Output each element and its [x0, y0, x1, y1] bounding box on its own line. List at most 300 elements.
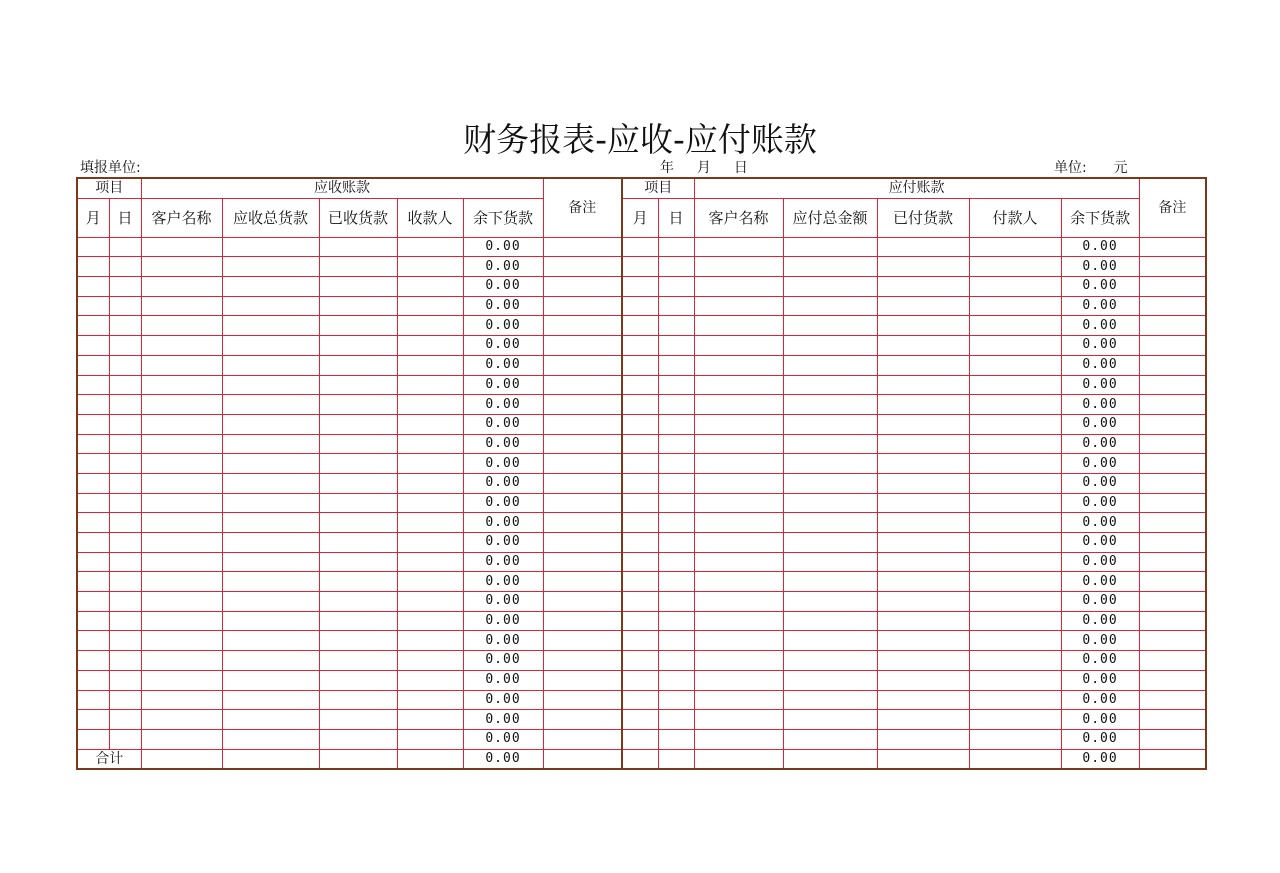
recv-day-cell[interactable]	[109, 592, 141, 612]
pay-customer-cell[interactable]	[694, 592, 783, 612]
recv-collector-cell[interactable]	[397, 513, 463, 533]
pay-payer-cell[interactable]	[969, 434, 1061, 454]
recv-note-cell[interactable]	[543, 296, 622, 316]
pay-payer-cell[interactable]	[969, 277, 1061, 297]
pay-month-cell[interactable]	[622, 513, 658, 533]
pay-remaining-cell[interactable]: 0.00	[1061, 513, 1139, 533]
pay-paid-cell[interactable]	[877, 473, 969, 493]
recv-note-cell[interactable]	[543, 375, 622, 395]
recv-remaining-cell[interactable]: 0.00	[463, 651, 543, 671]
recv-collector-cell[interactable]	[397, 611, 463, 631]
pay-total-cell[interactable]	[783, 572, 877, 592]
recv-month-cell[interactable]	[77, 316, 109, 336]
pay-remaining-cell[interactable]: 0.00	[1061, 611, 1139, 631]
pay-day-cell[interactable]	[658, 473, 694, 493]
recv-total-cell[interactable]	[222, 336, 319, 356]
recv-total-total-cell[interactable]	[222, 749, 319, 769]
pay-remaining-cell[interactable]: 0.00	[1061, 336, 1139, 356]
pay-total-cell[interactable]	[783, 533, 877, 553]
pay-month-cell[interactable]	[622, 296, 658, 316]
recv-month-cell[interactable]	[77, 296, 109, 316]
recv-total-collector-cell[interactable]	[397, 749, 463, 769]
pay-customer-cell[interactable]	[694, 572, 783, 592]
pay-paid-cell[interactable]	[877, 631, 969, 651]
recv-month-cell[interactable]	[77, 651, 109, 671]
recv-total-cell[interactable]	[222, 454, 319, 474]
pay-total-cell[interactable]	[783, 316, 877, 336]
recv-month-cell[interactable]	[77, 355, 109, 375]
recv-collector-cell[interactable]	[397, 670, 463, 690]
pay-remaining-cell[interactable]: 0.00	[1061, 533, 1139, 553]
pay-total-cell[interactable]	[783, 710, 877, 730]
pay-paid-cell[interactable]	[877, 277, 969, 297]
recv-customer-cell[interactable]	[141, 690, 222, 710]
recv-note-cell[interactable]	[543, 355, 622, 375]
recv-collector-cell[interactable]	[397, 729, 463, 749]
recv-day-cell[interactable]	[109, 434, 141, 454]
pay-paid-cell[interactable]	[877, 355, 969, 375]
recv-total-cell[interactable]	[222, 710, 319, 730]
recv-received-cell[interactable]	[319, 729, 397, 749]
recv-day-cell[interactable]	[109, 670, 141, 690]
recv-total-cell[interactable]	[222, 296, 319, 316]
recv-note-cell[interactable]	[543, 572, 622, 592]
recv-total-cell[interactable]	[222, 277, 319, 297]
recv-customer-cell[interactable]	[141, 631, 222, 651]
pay-remaining-cell[interactable]: 0.00	[1061, 454, 1139, 474]
recv-collector-cell[interactable]	[397, 434, 463, 454]
pay-customer-cell[interactable]	[694, 434, 783, 454]
recv-collector-cell[interactable]	[397, 296, 463, 316]
pay-payer-cell[interactable]	[969, 493, 1061, 513]
pay-paid-cell[interactable]	[877, 454, 969, 474]
recv-received-cell[interactable]	[319, 316, 397, 336]
pay-month-cell[interactable]	[622, 473, 658, 493]
recv-month-cell[interactable]	[77, 375, 109, 395]
pay-day-cell[interactable]	[658, 316, 694, 336]
pay-month-cell[interactable]	[622, 631, 658, 651]
pay-paid-cell[interactable]	[877, 237, 969, 257]
pay-customer-cell[interactable]	[694, 237, 783, 257]
pay-day-cell[interactable]	[658, 375, 694, 395]
recv-received-cell[interactable]	[319, 670, 397, 690]
recv-collector-cell[interactable]	[397, 375, 463, 395]
pay-total-cell[interactable]	[783, 355, 877, 375]
pay-paid-cell[interactable]	[877, 533, 969, 553]
recv-remaining-cell[interactable]: 0.00	[463, 257, 543, 277]
pay-customer-cell[interactable]	[694, 631, 783, 651]
pay-note-cell[interactable]	[1139, 572, 1206, 592]
recv-day-cell[interactable]	[109, 552, 141, 572]
pay-paid-cell[interactable]	[877, 552, 969, 572]
pay-day-cell[interactable]	[658, 592, 694, 612]
pay-customer-cell[interactable]	[694, 473, 783, 493]
recv-note-cell[interactable]	[543, 257, 622, 277]
recv-collector-cell[interactable]	[397, 277, 463, 297]
pay-customer-cell[interactable]	[694, 296, 783, 316]
recv-remaining-cell[interactable]: 0.00	[463, 316, 543, 336]
pay-remaining-cell[interactable]: 0.00	[1061, 592, 1139, 612]
pay-paid-cell[interactable]	[877, 651, 969, 671]
recv-total-cell[interactable]	[222, 611, 319, 631]
recv-note-cell[interactable]	[543, 533, 622, 553]
recv-customer-cell[interactable]	[141, 414, 222, 434]
recv-remaining-cell[interactable]: 0.00	[463, 729, 543, 749]
recv-remaining-cell[interactable]: 0.00	[463, 592, 543, 612]
recv-total-customer-cell[interactable]	[141, 749, 222, 769]
recv-note-cell[interactable]	[543, 513, 622, 533]
recv-received-cell[interactable]	[319, 414, 397, 434]
recv-received-cell[interactable]	[319, 513, 397, 533]
recv-received-cell[interactable]	[319, 572, 397, 592]
recv-day-cell[interactable]	[109, 631, 141, 651]
recv-total-cell[interactable]	[222, 729, 319, 749]
recv-month-cell[interactable]	[77, 690, 109, 710]
recv-day-cell[interactable]	[109, 533, 141, 553]
recv-received-cell[interactable]	[319, 493, 397, 513]
pay-payer-cell[interactable]	[969, 670, 1061, 690]
pay-payer-cell[interactable]	[969, 631, 1061, 651]
pay-payer-cell[interactable]	[969, 592, 1061, 612]
recv-month-cell[interactable]	[77, 336, 109, 356]
recv-customer-cell[interactable]	[141, 513, 222, 533]
pay-total-cell[interactable]	[783, 257, 877, 277]
pay-day-cell[interactable]	[658, 355, 694, 375]
recv-month-cell[interactable]	[77, 552, 109, 572]
pay-note-cell[interactable]	[1139, 375, 1206, 395]
recv-received-cell[interactable]	[319, 454, 397, 474]
pay-remaining-cell[interactable]: 0.00	[1061, 631, 1139, 651]
pay-total-remaining-cell[interactable]: 0.00	[1061, 749, 1139, 769]
recv-customer-cell[interactable]	[141, 316, 222, 336]
pay-paid-cell[interactable]	[877, 395, 969, 415]
pay-paid-cell[interactable]	[877, 592, 969, 612]
recv-collector-cell[interactable]	[397, 473, 463, 493]
recv-customer-cell[interactable]	[141, 277, 222, 297]
pay-note-cell[interactable]	[1139, 454, 1206, 474]
pay-note-cell[interactable]	[1139, 670, 1206, 690]
pay-customer-cell[interactable]	[694, 670, 783, 690]
recv-day-cell[interactable]	[109, 513, 141, 533]
recv-total-cell[interactable]	[222, 513, 319, 533]
recv-customer-cell[interactable]	[141, 454, 222, 474]
recv-note-cell[interactable]	[543, 670, 622, 690]
recv-customer-cell[interactable]	[141, 493, 222, 513]
pay-month-cell[interactable]	[622, 336, 658, 356]
recv-day-cell[interactable]	[109, 414, 141, 434]
recv-remaining-cell[interactable]: 0.00	[463, 454, 543, 474]
pay-day-cell[interactable]	[658, 710, 694, 730]
pay-total-cell[interactable]	[783, 375, 877, 395]
recv-note-cell[interactable]	[543, 710, 622, 730]
pay-paid-cell[interactable]	[877, 572, 969, 592]
pay-total-cell[interactable]	[783, 473, 877, 493]
pay-note-cell[interactable]	[1139, 296, 1206, 316]
pay-total-cell[interactable]	[783, 552, 877, 572]
pay-paid-cell[interactable]	[877, 493, 969, 513]
pay-day-cell[interactable]	[658, 513, 694, 533]
recv-day-cell[interactable]	[109, 375, 141, 395]
pay-customer-cell[interactable]	[694, 316, 783, 336]
pay-day-cell[interactable]	[658, 631, 694, 651]
pay-paid-cell[interactable]	[877, 670, 969, 690]
recv-collector-cell[interactable]	[397, 690, 463, 710]
recv-customer-cell[interactable]	[141, 592, 222, 612]
recv-note-cell[interactable]	[543, 493, 622, 513]
recv-note-cell[interactable]	[543, 651, 622, 671]
recv-month-cell[interactable]	[77, 513, 109, 533]
pay-paid-cell[interactable]	[877, 710, 969, 730]
recv-note-cell[interactable]	[543, 316, 622, 336]
pay-payer-cell[interactable]	[969, 513, 1061, 533]
pay-month-cell[interactable]	[622, 592, 658, 612]
pay-month-cell[interactable]	[622, 316, 658, 336]
recv-received-cell[interactable]	[319, 631, 397, 651]
recv-total-cell[interactable]	[222, 592, 319, 612]
recv-note-cell[interactable]	[543, 336, 622, 356]
recv-received-cell[interactable]	[319, 434, 397, 454]
pay-total-note-cell[interactable]	[1139, 749, 1206, 769]
pay-note-cell[interactable]	[1139, 355, 1206, 375]
recv-month-cell[interactable]	[77, 434, 109, 454]
recv-customer-cell[interactable]	[141, 375, 222, 395]
pay-day-cell[interactable]	[658, 336, 694, 356]
recv-customer-cell[interactable]	[141, 257, 222, 277]
recv-note-cell[interactable]	[543, 277, 622, 297]
pay-paid-cell[interactable]	[877, 513, 969, 533]
recv-day-cell[interactable]	[109, 454, 141, 474]
recv-remaining-cell[interactable]: 0.00	[463, 434, 543, 454]
recv-total-cell[interactable]	[222, 395, 319, 415]
recv-customer-cell[interactable]	[141, 395, 222, 415]
recv-collector-cell[interactable]	[397, 592, 463, 612]
recv-note-cell[interactable]	[543, 592, 622, 612]
recv-collector-cell[interactable]	[397, 533, 463, 553]
pay-note-cell[interactable]	[1139, 513, 1206, 533]
recv-customer-cell[interactable]	[141, 237, 222, 257]
pay-total-cell[interactable]	[783, 592, 877, 612]
pay-total-cell[interactable]	[783, 611, 877, 631]
pay-note-cell[interactable]	[1139, 690, 1206, 710]
recv-day-cell[interactable]	[109, 611, 141, 631]
pay-remaining-cell[interactable]: 0.00	[1061, 434, 1139, 454]
recv-remaining-cell[interactable]: 0.00	[463, 572, 543, 592]
pay-paid-cell[interactable]	[877, 729, 969, 749]
pay-customer-cell[interactable]	[694, 493, 783, 513]
pay-note-cell[interactable]	[1139, 611, 1206, 631]
pay-note-cell[interactable]	[1139, 710, 1206, 730]
pay-month-cell[interactable]	[622, 670, 658, 690]
pay-total-cell[interactable]	[783, 493, 877, 513]
recv-collector-cell[interactable]	[397, 454, 463, 474]
recv-total-note-cell[interactable]	[543, 749, 622, 769]
pay-payer-cell[interactable]	[969, 710, 1061, 730]
pay-customer-cell[interactable]	[694, 611, 783, 631]
pay-day-cell[interactable]	[658, 277, 694, 297]
pay-note-cell[interactable]	[1139, 414, 1206, 434]
recv-customer-cell[interactable]	[141, 296, 222, 316]
recv-collector-cell[interactable]	[397, 631, 463, 651]
pay-total-cell[interactable]	[783, 277, 877, 297]
pay-month-cell[interactable]	[622, 552, 658, 572]
pay-day-cell[interactable]	[658, 572, 694, 592]
pay-customer-cell[interactable]	[694, 395, 783, 415]
pay-month-cell[interactable]	[622, 651, 658, 671]
recv-month-cell[interactable]	[77, 729, 109, 749]
pay-day-cell[interactable]	[658, 257, 694, 277]
pay-remaining-cell[interactable]: 0.00	[1061, 729, 1139, 749]
recv-day-cell[interactable]	[109, 493, 141, 513]
recv-remaining-cell[interactable]: 0.00	[463, 355, 543, 375]
pay-total-day-cell[interactable]	[658, 749, 694, 769]
pay-month-cell[interactable]	[622, 434, 658, 454]
pay-paid-cell[interactable]	[877, 690, 969, 710]
pay-month-cell[interactable]	[622, 375, 658, 395]
pay-note-cell[interactable]	[1139, 336, 1206, 356]
recv-month-cell[interactable]	[77, 237, 109, 257]
recv-month-cell[interactable]	[77, 611, 109, 631]
pay-remaining-cell[interactable]: 0.00	[1061, 651, 1139, 671]
recv-month-cell[interactable]	[77, 631, 109, 651]
pay-payer-cell[interactable]	[969, 572, 1061, 592]
recv-remaining-cell[interactable]: 0.00	[463, 513, 543, 533]
pay-month-cell[interactable]	[622, 533, 658, 553]
recv-remaining-cell[interactable]: 0.00	[463, 533, 543, 553]
pay-customer-cell[interactable]	[694, 710, 783, 730]
pay-payer-cell[interactable]	[969, 473, 1061, 493]
recv-received-cell[interactable]	[319, 296, 397, 316]
pay-payer-cell[interactable]	[969, 296, 1061, 316]
pay-day-cell[interactable]	[658, 296, 694, 316]
pay-total-cell[interactable]	[783, 513, 877, 533]
pay-total-cell[interactable]	[783, 237, 877, 257]
pay-remaining-cell[interactable]: 0.00	[1061, 277, 1139, 297]
pay-remaining-cell[interactable]: 0.00	[1061, 710, 1139, 730]
recv-received-cell[interactable]	[319, 592, 397, 612]
recv-received-cell[interactable]	[319, 533, 397, 553]
recv-remaining-cell[interactable]: 0.00	[463, 375, 543, 395]
pay-day-cell[interactable]	[658, 434, 694, 454]
recv-total-cell[interactable]	[222, 493, 319, 513]
pay-paid-cell[interactable]	[877, 257, 969, 277]
pay-total-cell[interactable]	[783, 414, 877, 434]
pay-day-cell[interactable]	[658, 611, 694, 631]
pay-paid-cell[interactable]	[877, 375, 969, 395]
recv-day-cell[interactable]	[109, 395, 141, 415]
recv-day-cell[interactable]	[109, 336, 141, 356]
recv-total-cell[interactable]	[222, 631, 319, 651]
pay-payer-cell[interactable]	[969, 611, 1061, 631]
recv-note-cell[interactable]	[543, 434, 622, 454]
pay-month-cell[interactable]	[622, 454, 658, 474]
recv-received-cell[interactable]	[319, 690, 397, 710]
pay-payer-cell[interactable]	[969, 729, 1061, 749]
pay-remaining-cell[interactable]: 0.00	[1061, 296, 1139, 316]
pay-paid-cell[interactable]	[877, 434, 969, 454]
pay-customer-cell[interactable]	[694, 552, 783, 572]
recv-collector-cell[interactable]	[397, 355, 463, 375]
recv-total-cell[interactable]	[222, 670, 319, 690]
recv-customer-cell[interactable]	[141, 336, 222, 356]
pay-remaining-cell[interactable]: 0.00	[1061, 395, 1139, 415]
pay-payer-cell[interactable]	[969, 533, 1061, 553]
recv-received-cell[interactable]	[319, 355, 397, 375]
recv-total-cell[interactable]	[222, 434, 319, 454]
recv-customer-cell[interactable]	[141, 533, 222, 553]
recv-total-received-cell[interactable]	[319, 749, 397, 769]
pay-paid-cell[interactable]	[877, 316, 969, 336]
recv-month-cell[interactable]	[77, 493, 109, 513]
recv-remaining-cell[interactable]: 0.00	[463, 237, 543, 257]
recv-received-cell[interactable]	[319, 473, 397, 493]
recv-remaining-cell[interactable]: 0.00	[463, 277, 543, 297]
pay-note-cell[interactable]	[1139, 552, 1206, 572]
recv-note-cell[interactable]	[543, 729, 622, 749]
pay-month-cell[interactable]	[622, 493, 658, 513]
pay-day-cell[interactable]	[658, 729, 694, 749]
pay-payer-cell[interactable]	[969, 257, 1061, 277]
recv-month-cell[interactable]	[77, 454, 109, 474]
recv-month-cell[interactable]	[77, 670, 109, 690]
recv-remaining-cell[interactable]: 0.00	[463, 611, 543, 631]
pay-paid-cell[interactable]	[877, 296, 969, 316]
recv-month-cell[interactable]	[77, 710, 109, 730]
recv-month-cell[interactable]	[77, 414, 109, 434]
recv-remaining-cell[interactable]: 0.00	[463, 414, 543, 434]
pay-payer-cell[interactable]	[969, 336, 1061, 356]
pay-total-cell[interactable]	[783, 729, 877, 749]
pay-customer-cell[interactable]	[694, 257, 783, 277]
pay-month-cell[interactable]	[622, 395, 658, 415]
recv-note-cell[interactable]	[543, 414, 622, 434]
pay-remaining-cell[interactable]: 0.00	[1061, 572, 1139, 592]
pay-payer-cell[interactable]	[969, 395, 1061, 415]
recv-customer-cell[interactable]	[141, 572, 222, 592]
recv-collector-cell[interactable]	[397, 395, 463, 415]
recv-total-cell[interactable]	[222, 533, 319, 553]
pay-remaining-cell[interactable]: 0.00	[1061, 375, 1139, 395]
recv-month-cell[interactable]	[77, 277, 109, 297]
pay-payer-cell[interactable]	[969, 316, 1061, 336]
recv-total-cell[interactable]	[222, 414, 319, 434]
pay-note-cell[interactable]	[1139, 316, 1206, 336]
pay-day-cell[interactable]	[658, 651, 694, 671]
recv-total-cell[interactable]	[222, 375, 319, 395]
recv-month-cell[interactable]	[77, 257, 109, 277]
pay-day-cell[interactable]	[658, 454, 694, 474]
pay-day-cell[interactable]	[658, 395, 694, 415]
pay-total-cell[interactable]	[783, 631, 877, 651]
recv-total-cell[interactable]	[222, 552, 319, 572]
pay-customer-cell[interactable]	[694, 690, 783, 710]
recv-customer-cell[interactable]	[141, 552, 222, 572]
recv-received-cell[interactable]	[319, 651, 397, 671]
pay-remaining-cell[interactable]: 0.00	[1061, 670, 1139, 690]
pay-note-cell[interactable]	[1139, 257, 1206, 277]
pay-note-cell[interactable]	[1139, 395, 1206, 415]
pay-note-cell[interactable]	[1139, 277, 1206, 297]
pay-total-cell[interactable]	[783, 670, 877, 690]
recv-note-cell[interactable]	[543, 237, 622, 257]
recv-total-cell[interactable]	[222, 572, 319, 592]
pay-total-cell[interactable]	[783, 395, 877, 415]
recv-remaining-cell[interactable]: 0.00	[463, 690, 543, 710]
pay-remaining-cell[interactable]: 0.00	[1061, 493, 1139, 513]
recv-month-cell[interactable]	[77, 473, 109, 493]
pay-customer-cell[interactable]	[694, 414, 783, 434]
recv-note-cell[interactable]	[543, 690, 622, 710]
pay-payer-cell[interactable]	[969, 552, 1061, 572]
